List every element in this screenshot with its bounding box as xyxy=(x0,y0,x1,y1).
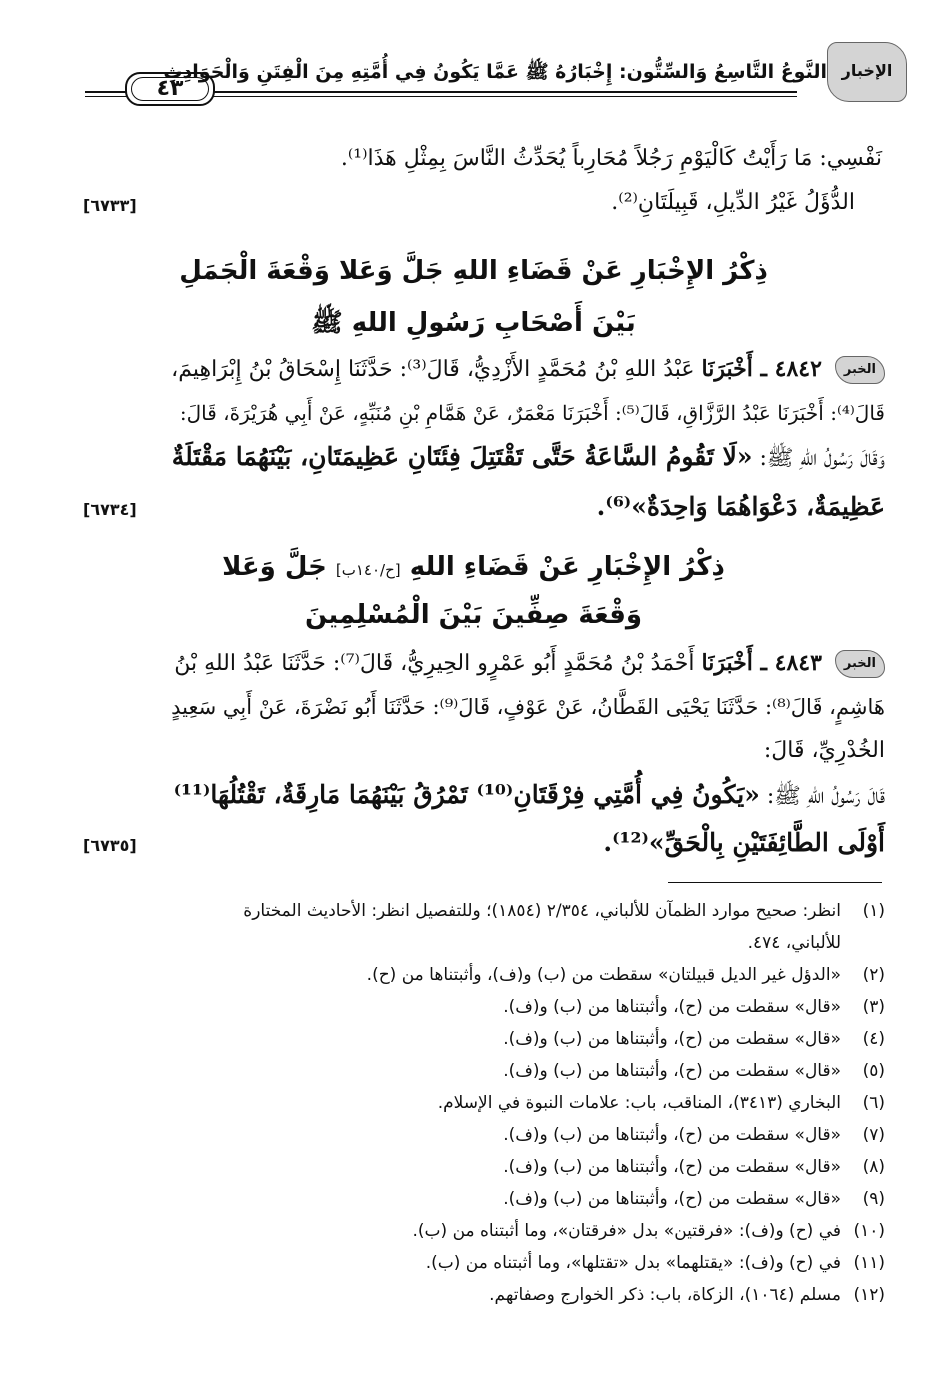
footnote-number: (٦) xyxy=(862,1093,885,1113)
hadith-4843-matn-2: أَوْلَى الطَّائِفَتَيْنِ بِالْحَقِّ»⁽¹²⁾. xyxy=(603,828,885,857)
footnote-item xyxy=(84,1184,885,1214)
hadith-4843-intro: قَالَ رَسُولُ اللهِ ﷺ: xyxy=(766,784,885,809)
footnote-item xyxy=(84,1088,885,1118)
hadith-4842-number: ٤٨٤٢ ـ أَخْبَرَنَا xyxy=(701,356,822,382)
footnote-number: (٧) xyxy=(862,1125,885,1145)
chapter-heading-2-line-2: وَقْعَةَ صِفِّينَ بَيْنَ الْمُسْلِمِينَ xyxy=(304,600,643,630)
running-title: النَّوعُ التَّاسِعُ وَالسِّتُّون: إِخْبَارُهُ ﷺ عَمَّا يَكُونُ فِي أُمَّتِهِ مِنَ الْفِتَنِ وَالْحَوَادِثِ xyxy=(163,61,827,83)
hadith-4843-number: ٤٨٤٣ ـ أَخْبَرَنَا xyxy=(701,650,822,676)
footnote-text: «قال» سقطت من (ح)، وأثبتناها من (ب) و(ف). xyxy=(503,1029,841,1049)
footnote-text: مسلم (١٠٦٤)، الزكاة، باب: ذكر الخوارج وصفاتهم. xyxy=(489,1285,841,1305)
hadith-4842-matn-2: عَظِيمَةٌ، دَعْوَاهُمَا وَاحِدَةٌ»⁽⁶⁾. xyxy=(596,492,885,521)
footnote-item xyxy=(84,1248,885,1278)
hadith-4842-line-1 xyxy=(171,352,885,387)
footnote-number: (٣) xyxy=(862,997,885,1017)
hadith-4842-line-3 xyxy=(172,440,885,476)
footnote-number: (١٠) xyxy=(853,1221,885,1241)
footnote-item xyxy=(84,1120,885,1150)
footnote-item xyxy=(84,1280,885,1310)
chapter-heading-1-line-2: بَيْنَ أَصْحَابِ رَسُولِ اللهِ ﷺ xyxy=(311,308,636,338)
footnote-text: البخاري (٣٤١٣)، المناقب، باب: علامات النبوة في الإسلام. xyxy=(437,1093,841,1113)
footnote-text: في (ح) و(ف): «يقتلهما» بدل «تقتلها»، وما أثبتناه من (ب). xyxy=(425,1253,841,1273)
footnote-text: للألباني، ٤٧٤. xyxy=(747,933,841,953)
hadith-badge: الخبر xyxy=(835,356,885,384)
footnote-separator xyxy=(668,882,882,883)
hadith-4842-chain-1: عَبْدُ اللهِ بْنُ مُحَمَّدٍ الأَزْدِيُّ، قَالَ⁽³⁾: حَدَّثَنَا إِسْحَاقُ بْنُ إِبْرَاهِيمَ، xyxy=(171,357,695,382)
footnote-text: في (ح) و(ف): «فرقتين» بدل «فرقتان»، وما أثبتناه من (ب). xyxy=(412,1221,841,1241)
hadith-4843-matn-1: «يَكُونُ فِي أُمَّتِي فِرْقَتَانِ⁽¹⁰⁾ تَمْرُقُ بَيْنَهُمَا مَارِقَةٌ، تَقْتُلُهَا⁽¹¹⁾ xyxy=(173,780,760,809)
page-header xyxy=(85,42,907,102)
footnote-item xyxy=(84,960,885,990)
footnote-item xyxy=(84,1024,885,1054)
footnote-item xyxy=(84,1056,885,1086)
footnote-item xyxy=(84,992,885,1022)
hadith-4842-matn-1: «لَا تَقُومُ السَّاعَةُ حَتَّى تَقْتَتِلَ فِئَتَانِ عَظِيمَتَانِ، بَيْنَهُمَا مَقْتَلَةٌ xyxy=(171,442,753,471)
section-badge-label: الإخبار xyxy=(841,61,893,80)
footnote-text: انظر: صحيح موارد الظمآن للألباني، ٢/٣٥٤ (١٨٥٤)؛ وللتفصيل انظر: الأحاديث المختارة xyxy=(243,901,841,921)
footnote-text: «قال» سقطت من (ح)، وأثبتناها من (ب) و(ف). xyxy=(503,997,841,1017)
footnote-text: «قال» سقطت من (ح)، وأثبتناها من (ب) و(ف). xyxy=(503,1189,841,1209)
footnote-number: (١١) xyxy=(853,1253,885,1273)
hadith-4842-intro: وَقَالَ رَسُولُ اللهِ ﷺ: xyxy=(759,446,885,471)
footnote-number: (١) xyxy=(862,901,885,921)
footnote-item xyxy=(84,1152,885,1182)
hadith-4843-line-2: هَاشِمٍ، قَالَ⁽⁸⁾: حَدَّثَنَا يَحْيَى القَطَّانُ، عَنْ عَوْفٍ، قَالَ⁽⁹⁾: حَدَّثَنَا أَبُو نَضْرَةَ، عَنْ أَبِي سَعِيدٍ xyxy=(171,695,885,719)
footnote-number: (٢) xyxy=(862,965,885,985)
footnote-number: (٨) xyxy=(862,1157,885,1177)
hadith-badge-2: الخبر xyxy=(835,650,885,678)
footnote-number: (٥) xyxy=(862,1061,885,1081)
footnote-item xyxy=(84,1216,885,1246)
body-line-1: نَفْسِي: مَا رَأَيْتُ كَالْيَوْمِ رَجُلاً مُحَارِباً يُحَدِّثُ النَّاسَ بِمِثْلِ هَذَا⁽¹⁾. xyxy=(340,146,882,171)
hadith-4842-line-2: قَالَ⁽⁴⁾: أَخْبَرَنَا عَبْدُ الرَّزَّاقِ، قَالَ⁽⁵⁾: أَخْبَرَنَا مَعْمَرٌ، عَنْ هَمَّامِ بْنِ مُنَبِّهٍ، عَنْ أَبِي هُرَيْرَةَ، قَالَ: xyxy=(179,401,885,425)
footnote-item xyxy=(84,896,885,926)
chapter-heading-2-part-a: ذِكْرُ الإِخْبَارِ عَنْ قَضَاءِ اللهِ xyxy=(409,552,725,582)
chapter-heading-1-line-1: ذِكْرُ الإِخْبَارِ عَنْ قَضَاءِ اللهِ جَلَّ وَعَلا وَقْعَةَ الْجَمَلِ xyxy=(179,256,768,286)
chapter-heading-2-line-1 xyxy=(80,552,867,582)
body-line-2: الدُّؤَلُ غَيْرُ الدِّيلِ، قَبِيلَتَانِ⁽²⁾. xyxy=(611,190,855,215)
hadith-4843-chain-1: أَحْمَدُ بْنُ مُحَمَّدٍ أَبُو عَمْرٍو الحِيرِيُّ، قَالَ⁽⁷⁾: حَدَّثَنَا عَبْدُ اللهِ بْنُ xyxy=(174,651,695,676)
page-number: ٤٣ xyxy=(156,76,184,101)
reference-6735: [٦٧٣٥] xyxy=(83,836,137,855)
footnote-text: «قال» سقطت من (ح)، وأثبتناها من (ب) و(ف). xyxy=(503,1061,841,1081)
footnote-text: «الدؤل غير الديل قبيلتان» سقطت من (ب) و(ف)، وأثبتناها من (ح). xyxy=(366,965,841,985)
footnote-number: (٤) xyxy=(862,1029,885,1049)
chapter-heading-2-part-b: جَلَّ وَعَلا xyxy=(222,552,327,582)
footnote-text: «قال» سقطت من (ح)، وأثبتناها من (ب) و(ف). xyxy=(503,1157,841,1177)
footnote-number: (٩) xyxy=(862,1189,885,1209)
hadith-4843-line-3: الخُدْرِيِّ، قَالَ: xyxy=(763,738,885,763)
footnote-item xyxy=(84,928,885,958)
hadith-4843-line-1 xyxy=(174,646,885,681)
footnote-text: «قال» سقطت من (ح)، وأثبتناها من (ب) و(ف). xyxy=(503,1125,841,1145)
manuscript-folio-note: [ح/١٤٠ب] xyxy=(335,561,401,579)
section-puzzle-badge xyxy=(827,42,907,102)
footnote-number: (١٢) xyxy=(853,1285,885,1305)
reference-6734: [٦٧٣٤] xyxy=(83,500,137,519)
reference-6733: [٦٧٣٣] xyxy=(83,196,137,215)
hadith-4843-line-4 xyxy=(174,778,885,814)
